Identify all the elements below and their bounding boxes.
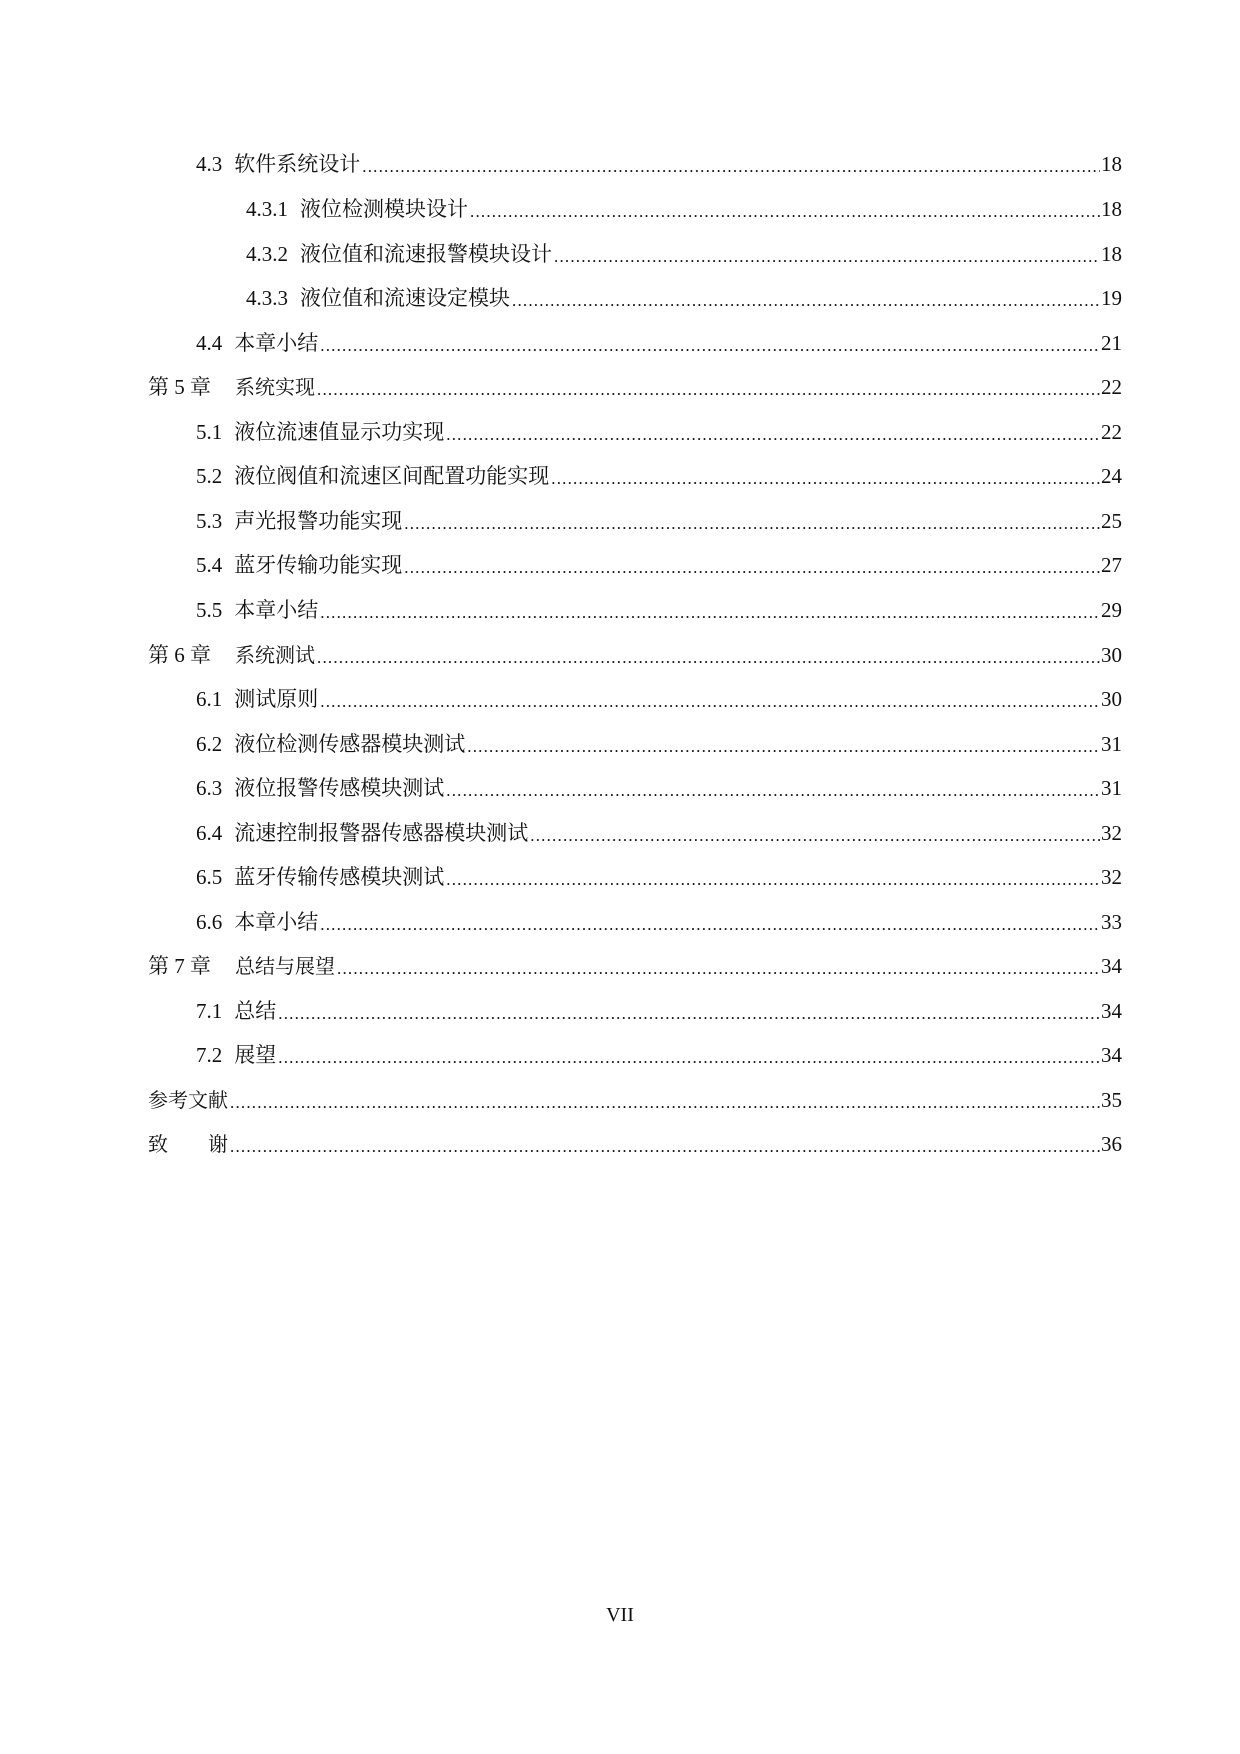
toc-entry-6-2[interactable] [196,729,1122,759]
toc-title: 液位检测模块设计 [300,197,468,221]
toc-number: 6.4 [196,821,223,845]
toc-title: 液位报警传感模块测试 [234,776,445,800]
toc-page: 34 [1101,1043,1122,1067]
toc-number: 4.3.1 [246,197,288,221]
dot-leader [320,595,1100,625]
toc-title: 本章小结 [234,910,319,934]
toc-entry-6-3[interactable] [196,773,1122,803]
dot-leader [446,417,1100,447]
toc-title: 液位检测传感器模块测试 [234,732,466,756]
toc-number: 第 7 章 [148,954,211,978]
toc-title: 本章小结 [234,598,319,622]
toc-page: 31 [1101,776,1122,800]
dot-leader [320,684,1100,714]
toc-page: 30 [1101,643,1122,667]
toc-page: 31 [1101,732,1122,756]
toc-number: 5.5 [196,598,223,622]
toc-page: 29 [1101,598,1122,622]
toc-entry-6-5[interactable] [196,862,1122,892]
toc-page: 36 [1101,1132,1122,1156]
dot-leader [512,283,1100,313]
toc-title: 参考文献 [148,1088,228,1112]
toc-entry-5-5[interactable] [196,595,1122,625]
toc-page: 25 [1101,509,1122,533]
toc-title: 液位阀值和流速区间配置功能实现 [234,464,550,488]
dot-leader [230,1129,1100,1159]
toc-page: 34 [1101,954,1122,978]
dot-leader [554,239,1100,269]
dot-leader [446,862,1100,892]
toc-title: 声光报警功能实现 [234,509,403,533]
dot-leader [320,907,1100,937]
toc-title: 展望 [234,1043,277,1067]
toc-page: 21 [1101,331,1122,355]
toc-page: 19 [1101,286,1122,310]
toc-entry-chapter-7[interactable] [148,951,1122,981]
toc-page: 24 [1101,464,1122,488]
toc-page: 18 [1101,152,1122,176]
page-number-footer: VII [606,1604,634,1626]
dot-leader [337,951,1100,981]
toc-page: 18 [1101,197,1122,221]
toc-title: 系统测试 [235,643,315,667]
dot-leader [404,506,1100,536]
toc-title: 测试原则 [234,687,319,711]
toc-title: 蓝牙传输功能实现 [234,553,403,577]
toc-number: 5.4 [196,553,223,577]
toc-entry-6-6[interactable] [196,907,1122,937]
dot-leader [551,461,1100,491]
dot-leader [317,372,1100,402]
dot-leader [320,328,1100,358]
toc-number: 5.2 [196,464,223,488]
toc-page: 27 [1101,553,1122,577]
toc-number: 6.6 [196,910,223,934]
toc-number: 4.4 [196,331,223,355]
toc-title: 系统实现 [235,375,315,399]
toc-entry-7-2[interactable] [196,1040,1122,1070]
toc-number: 4.3 [196,152,223,176]
toc-entry-6-4[interactable] [196,818,1122,848]
dot-leader [362,149,1100,179]
toc-number: 7.1 [196,999,223,1023]
toc-page: 35 [1101,1088,1122,1112]
toc-title: 本章小结 [234,331,319,355]
dot-leader [317,640,1100,670]
toc-entry-chapter-5[interactable] [148,372,1122,402]
dot-leader [404,550,1100,580]
toc-entry-5-4[interactable] [196,550,1122,580]
toc-entry-4-3-1[interactable] [246,194,1122,224]
toc-title: 总结 [234,999,277,1023]
toc-entry-references[interactable] [148,1085,1122,1115]
dot-leader [278,1040,1100,1070]
dot-leader [470,194,1100,224]
toc-number: 4.3.3 [246,286,288,310]
dot-leader [278,996,1100,1026]
toc-number: 5.1 [196,420,223,444]
toc-page: 32 [1101,821,1122,845]
toc-entry-4-3[interactable] [196,149,1122,179]
toc-page: 33 [1101,910,1122,934]
toc-entry-acknowledgements[interactable] [148,1129,1122,1159]
toc-entry-5-1[interactable] [196,417,1122,447]
toc-title: 流速控制报警器传感器模块测试 [234,821,529,845]
dot-leader [467,729,1100,759]
toc-title: 液位值和流速报警模块设计 [300,242,552,266]
toc-number: 6.2 [196,732,223,756]
toc-entry-5-2[interactable] [196,461,1122,491]
toc-title: 软件系统设计 [234,152,361,176]
toc-number: 7.2 [196,1043,223,1067]
toc-title: 致 谢 [148,1132,228,1156]
toc-page: 34 [1101,999,1122,1023]
toc-title: 液位流速值显示功实现 [234,420,445,444]
toc-page: 18 [1101,242,1122,266]
toc-number: 第 5 章 [148,375,211,399]
toc-entry-4-3-2[interactable] [246,239,1122,269]
toc-page: 22 [1101,375,1122,399]
toc-entry-7-1[interactable] [196,996,1122,1026]
toc-entry-chapter-6[interactable] [148,640,1122,670]
toc-entry-4-3-3[interactable] [246,283,1122,313]
toc-number: 第 6 章 [148,643,211,667]
toc-entry-6-1[interactable] [196,684,1122,714]
toc-page: 22 [1101,420,1122,444]
dot-leader [530,818,1100,848]
dot-leader [446,773,1100,803]
toc-number: 6.3 [196,776,223,800]
toc-title: 蓝牙传输传感模块测试 [234,865,445,889]
toc-number: 5.3 [196,509,223,533]
toc-page: 30 [1101,687,1122,711]
toc-title: 液位值和流速设定模块 [300,286,510,310]
toc-number: 6.5 [196,865,223,889]
toc-page: 32 [1101,865,1122,889]
toc-title: 总结与展望 [235,954,335,978]
toc-entry-5-3[interactable] [196,506,1122,536]
dot-leader [230,1085,1100,1115]
toc-entry-4-4[interactable] [196,328,1122,358]
toc-number: 6.1 [196,687,223,711]
toc-number: 4.3.2 [246,242,288,266]
